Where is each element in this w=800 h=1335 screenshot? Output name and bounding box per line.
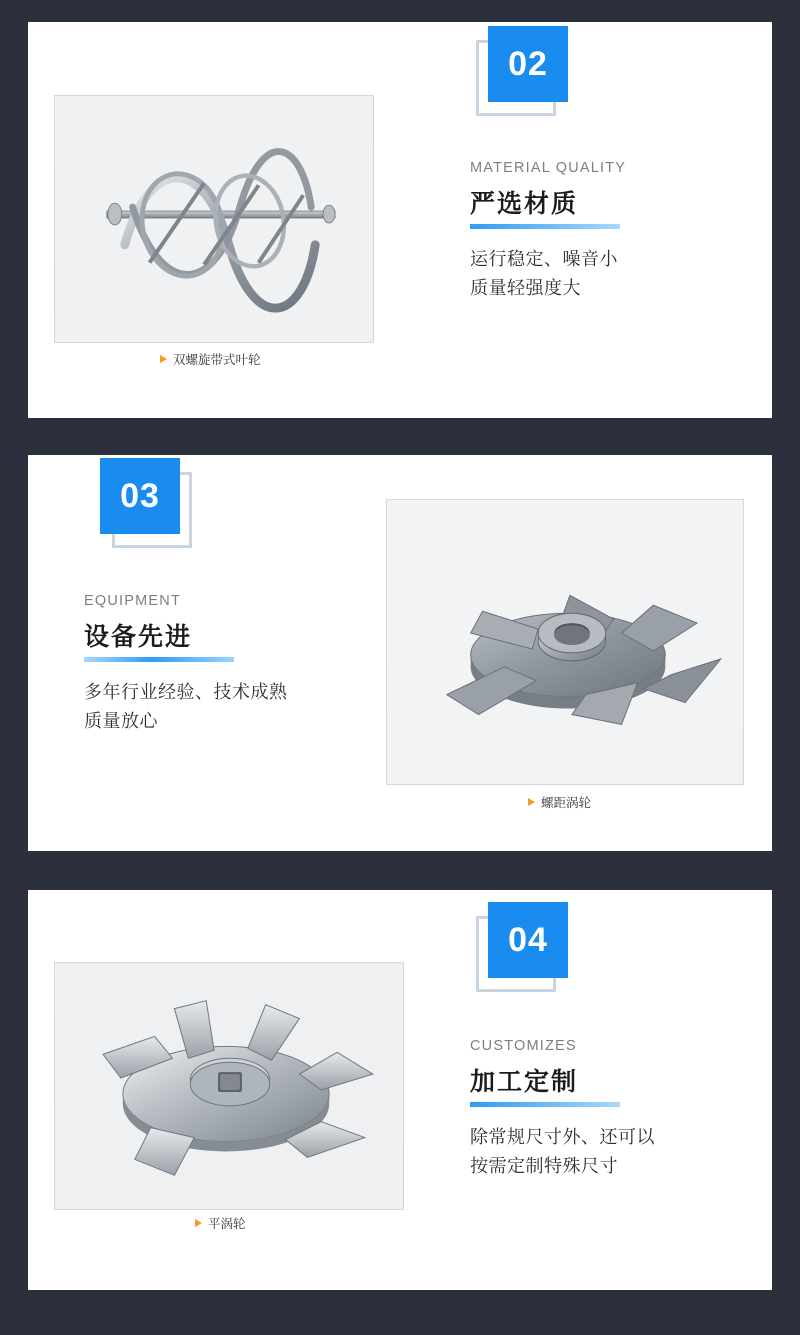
title-underline-02	[470, 224, 620, 229]
feature-description-line-1: 运行稳定、噪音小	[470, 249, 618, 269]
image-caption-text: 平涡轮	[208, 1217, 246, 1231]
feature-english-label-02: MATERIAL QUALITY	[470, 160, 627, 176]
feature-description-04	[470, 1123, 750, 1181]
feature-description-02	[470, 245, 740, 303]
feature-description-line-1: 除常规尺寸外、还可以	[470, 1127, 655, 1147]
triangle-bullet-icon	[528, 798, 535, 806]
title-underline-04	[470, 1102, 620, 1107]
triangle-bullet-icon	[160, 355, 167, 363]
number-badge-03: 03	[100, 458, 180, 534]
triangle-bullet-icon	[195, 1219, 202, 1227]
feature-description-line-2: 按需定制特殊尺寸	[470, 1156, 618, 1177]
feature-description-03	[84, 678, 384, 736]
feature-english-label-03: EQUIPMENT	[84, 593, 181, 609]
number-badge-04: 04	[488, 902, 568, 978]
image-caption-text: 双螺旋带式叶轮	[173, 353, 261, 367]
image-caption-03	[528, 793, 591, 811]
double-helix-ribbon-impeller-icon	[55, 96, 373, 342]
number-badge-02: 02	[488, 26, 568, 102]
product-image-02	[54, 95, 374, 343]
image-caption-text: 螺距涡轮	[541, 796, 592, 810]
feature-title-03: 设备先进	[84, 623, 193, 651]
feature-title-04: 加工定制	[470, 1068, 579, 1096]
feature-description-line-2: 质量放心	[84, 711, 158, 732]
feature-description-line-2: 质量轻强度大	[470, 278, 581, 299]
product-image-03	[386, 499, 744, 785]
image-caption-02	[160, 350, 261, 368]
feature-text-block-02	[470, 160, 740, 303]
feature-english-label-04: CUSTOMIZES	[470, 1038, 577, 1054]
feature-text-block-04	[470, 1038, 750, 1181]
pitched-blade-turbine-impeller-icon	[387, 500, 743, 784]
feature-text-block-03	[84, 593, 384, 736]
feature-description-line-1: 多年行业经验、技术成熟	[84, 682, 288, 702]
flat-blade-turbine-impeller-icon	[55, 963, 403, 1209]
product-image-04	[54, 962, 404, 1210]
image-caption-04	[195, 1214, 246, 1232]
title-underline-03	[84, 657, 234, 662]
feature-title-02: 严选材质	[470, 190, 579, 218]
